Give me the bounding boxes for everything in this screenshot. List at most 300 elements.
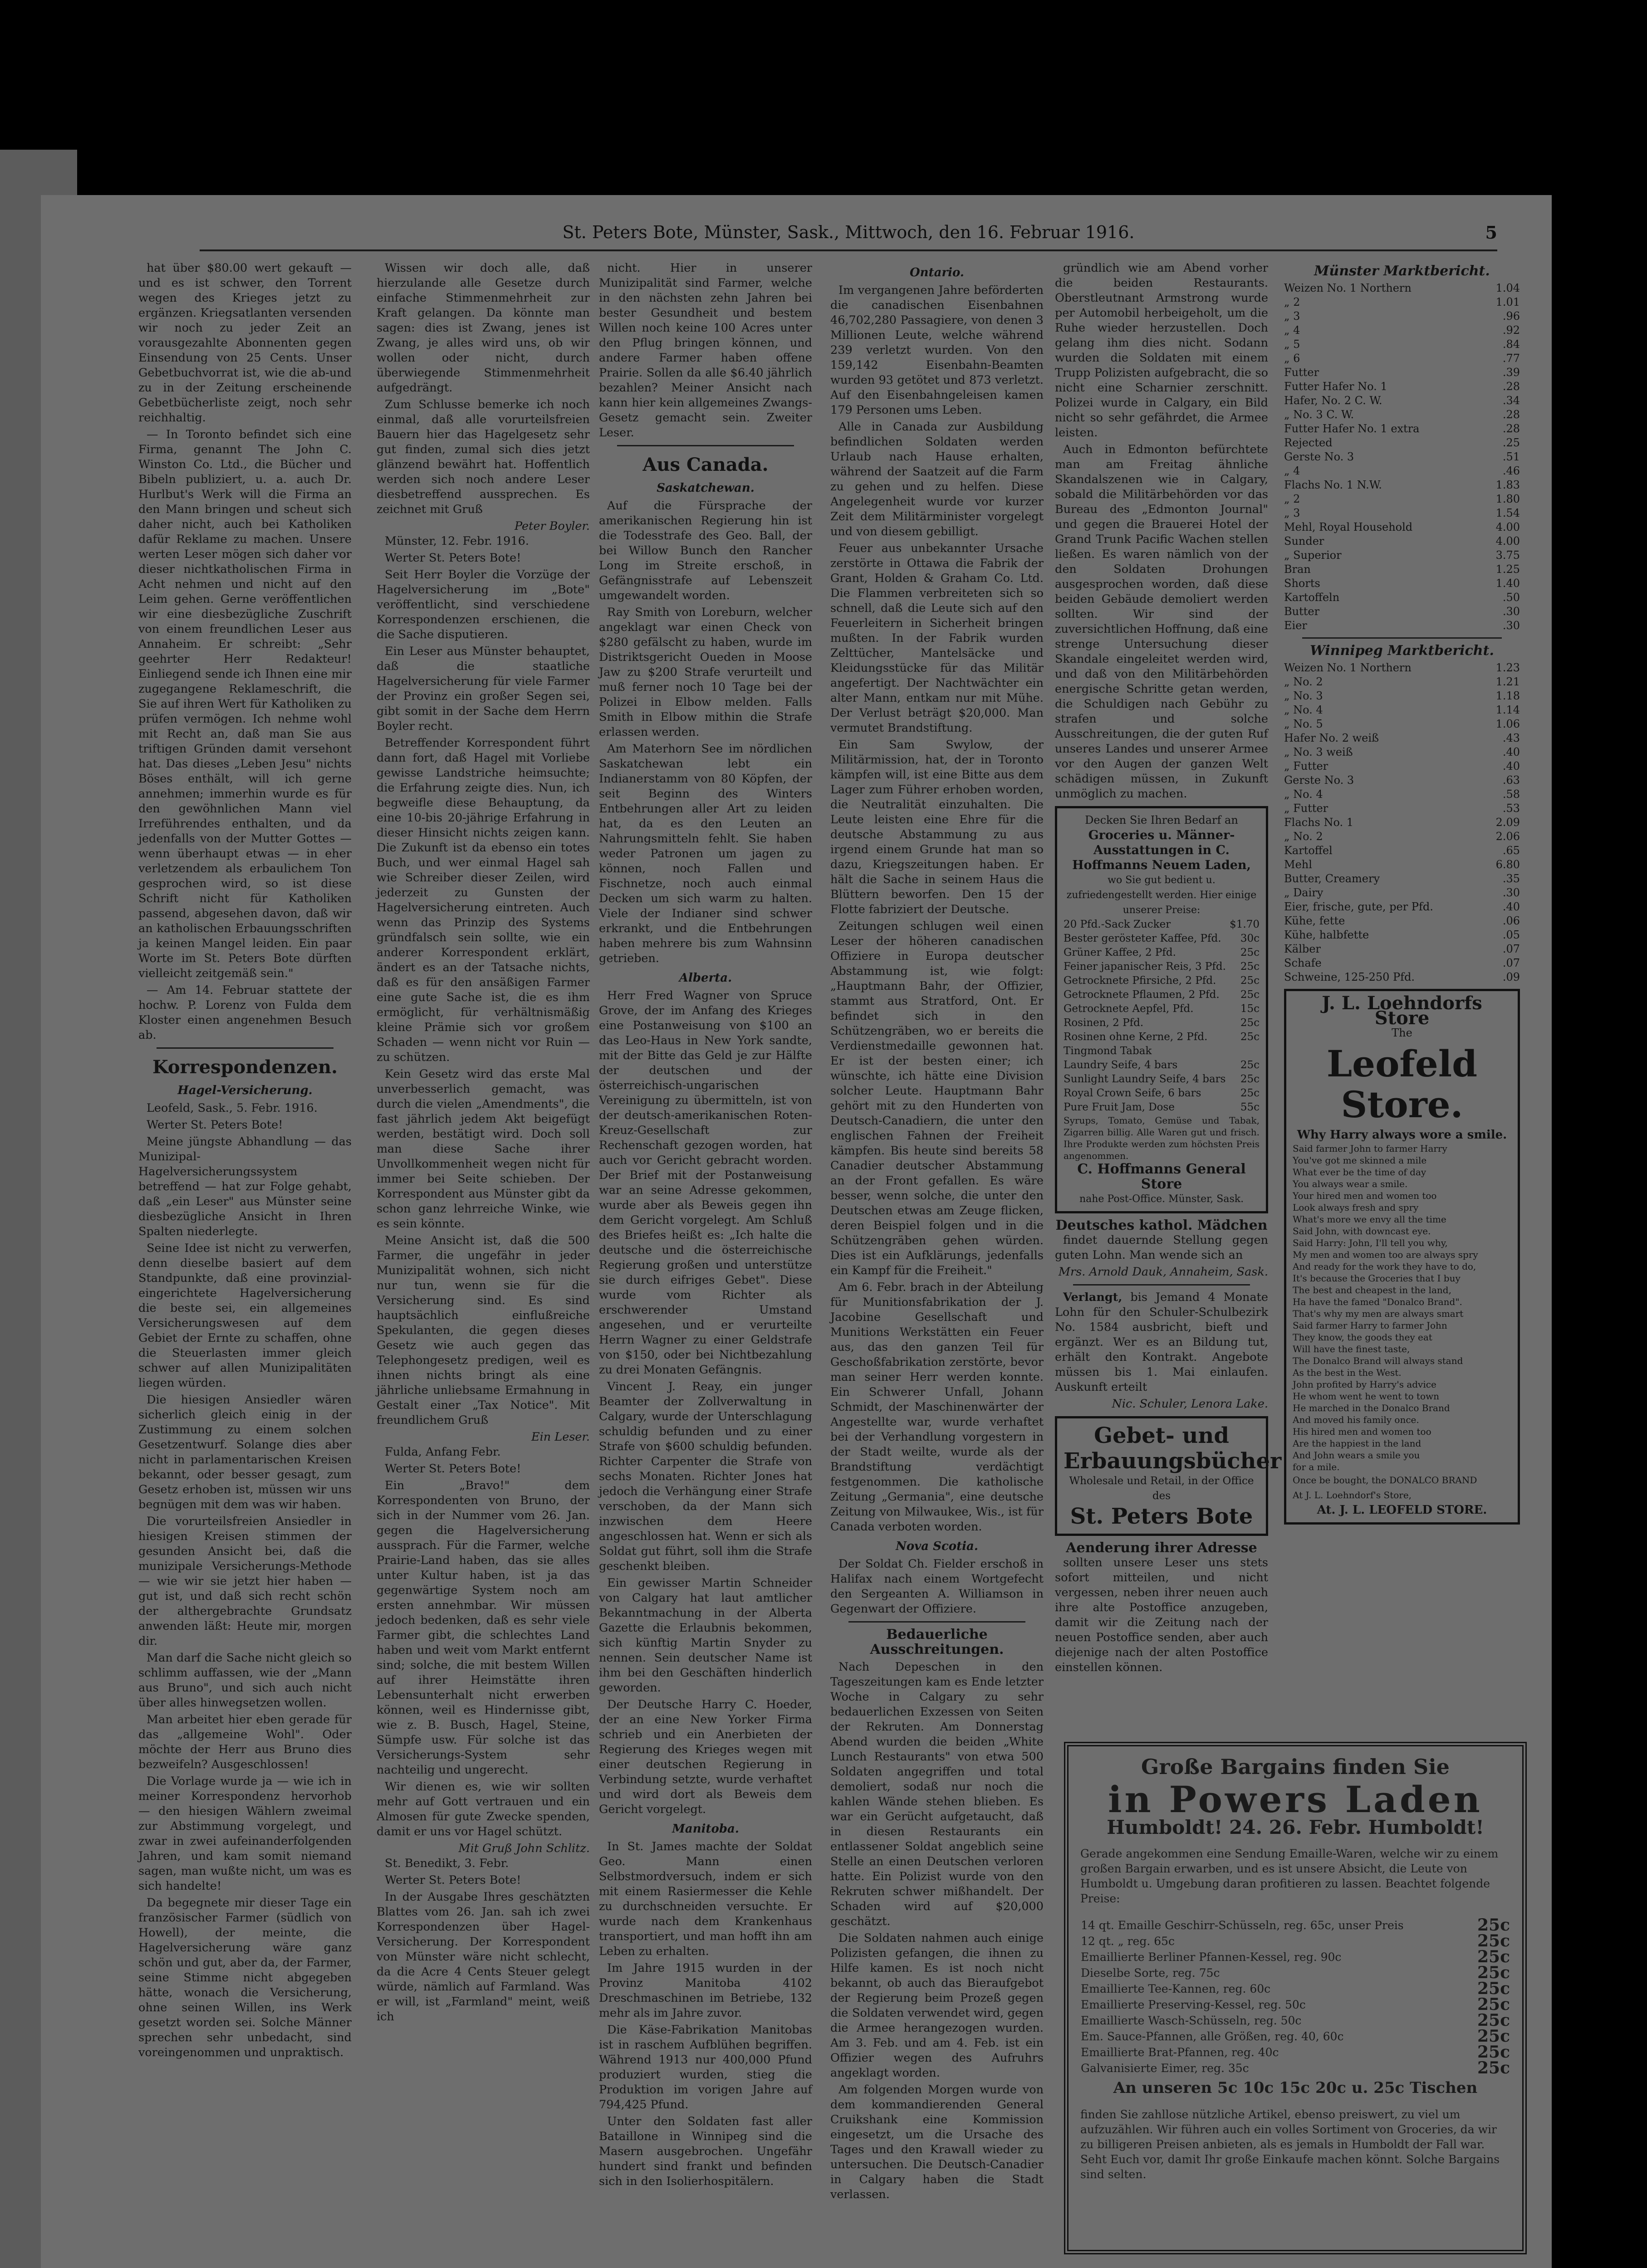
col2-letter (377, 567, 590, 1428)
paragraph: Ein „Bravo!" dem Korrespondenten von Bruno, der sich in der Nummer vom 26. Jan. gegen die Hagelversicherung aussprach. Für die Farmer, welche Prairie-Land haben, das sie alles unter Kultur haben, ist ja das gegenwärtige System noch am ersten annehmbar. Wir müssen jedoch bedenken, daß es sehr viele Farmer gibt, die schlechtes Land haben und weit vom Markt entfernt sind; solche, die mit bestem Willen auf ihrer Heimstätte ihren Lebensunterhalt nicht erwerben können, weil es Hindernisse gibt, wie z. B. Busch, Hagel, Steine, Sümpfe usw. Für solche ist das Versicherungs-System sehr nachteilig und ungerecht. (377, 1479, 590, 1777)
row-label: „ 3 (1284, 310, 1300, 323)
row-label: Weizen No. 1 Northern (1284, 282, 1412, 294)
address-change-notice (1055, 1540, 1268, 1675)
table-row (1284, 802, 1520, 816)
paragraph: Nach Depeschen in den Tageszeitungen kam es Ende letzter Woche in Calgary zu sehr bedauerlichen Exzessen von Seiten der Rekruten. Am Donnerstag Abend wurden die beiden „White Lunch Restaurants" von etwa 500 Soldaten angegriffen und total demoliert, sodaß nur noch die kahlen Wände stehen blieben. Es war ein Gerücht aufgetaucht, daß in diesen Restaurants ein entlassener Soldat angeblich seine Stelle an einen Deutschen verloren hatte. Ein Polizist wurde von den Rekruten schwer mißhandelt. Der Schaden wird auf $20,000 geschätzt. (830, 1660, 1044, 1928)
row-label: Emaillierte Wasch-Schüsseln, reg. 50c (1081, 2014, 1302, 2027)
table-row (1284, 534, 1520, 548)
poem-line: My men and women too are always spry (1293, 1249, 1478, 1260)
row-price: .43 (1502, 732, 1520, 744)
row-price: 1.54 (1495, 507, 1520, 519)
row-price: 25c (1240, 1031, 1260, 1043)
row-label: Hafer No. 2 weiß (1284, 732, 1379, 744)
paragraph: Der Deutsche Harry C. Hoeder, der an eine New Yorker Firma schrieb und ein Anerbieten der Regierung des Krieges wegen mit einer deutschen Regierung in Verbindung setzte, wurde verhaftet und wird dort als Beweis dem Gericht vorgelegt. (599, 1698, 812, 1816)
poem-line: Ha have the famed "Donalco Brand". (1293, 1296, 1462, 1307)
section-title-aus-canada: Aus Canada. (642, 454, 769, 475)
paragraph: In St. James machte der Soldat Geo. Mann einen Selbstmordversuch, indem er sich mit einem Rasiermesser die Kehle zu durchschneiden versuchte. Er wurde nach dem Krankenhaus transportiert, und man hofft ihn am Leben zu erhalten. (599, 1840, 812, 1958)
poem-line: What ever be the time of day (1293, 1167, 1426, 1178)
row-price: .30 (1502, 886, 1520, 899)
row-label: Hafer, No. 2 C. W. (1284, 394, 1382, 407)
paragraph: Feuer aus unbekannter Ursache zerstörte in Ottawa die Fabrik der Grant, Holden & Graham Co. Ltd. Die Flammen verbreiteten sich so schnell, daß die Leute sich auf den Feuerleitern in Sicherheit bringen mußten. In der Fabrik wurden Zelttücher, Mantelsäcke und Kleidungsstücke für das Militär angefertigt. Der Nachtwächter ein alter Mann, entkam nur mit Mühe. Der Verlust beträgt $20,000. Man vermutet Brandstiftung. (830, 542, 1044, 735)
row-price: 25c (1477, 1947, 1510, 1966)
table-row (1064, 1030, 1260, 1044)
table-row (1284, 337, 1520, 352)
row-price: .50 (1502, 591, 1520, 604)
poem-line: Said farmer John to farmer Harry (1293, 1143, 1447, 1154)
row-price: 25c (1477, 2027, 1510, 2046)
paragraph: nicht. Hier in unserer Munizipalität sind Farmer, welche in den nächsten zehn Jahren bei bester Gesundheit und bestem Willen noch keine 100 Acres unter den Pflug bringen können, und andere Farmer haben offene Prairie. Sollen da alle $6.40 jährlich bezahlen? Meiner Ansicht nach kann hier kein allgemeines Zwangs-Gesetz gemacht sein. Zweiter Leser. (599, 261, 812, 440)
table-row (1284, 380, 1520, 394)
paragraph: Zum Schlusse bemerke ich noch einmal, daß alle vorurteilsfreien Bauern hier das Hagelgesetz sehr gut finden, zumal sich dies jetzt glänzend bewährt hat. Hoffentlich werden sich noch andere Leser diesbetreffend aussprechen. Es zeichnet mit Gruß (377, 398, 590, 516)
row-price: 25c (1477, 1963, 1510, 1982)
row-price: .39 (1502, 366, 1520, 379)
row-price: .07 (1502, 957, 1520, 969)
paragraph: — Am 14. Februar stattete der hochw. P. Lorenz von Fulda dem Kloster einen angenehmen Besuch ab. (138, 983, 352, 1042)
col2-letter-3 (377, 1890, 590, 2024)
poem-line: Said Harry: John, I'll tell you why, (1293, 1237, 1448, 1248)
row-label: Galvanisierte Eimer, reg. 35c (1081, 2062, 1249, 2075)
table-row (1064, 932, 1260, 946)
table-row (1080, 2028, 1510, 2044)
header-text: St. Peters Bote, Münster, Sask., Mittwoch, den 16. Februar 1916. (562, 222, 1135, 242)
row-price: 25c (1477, 2011, 1510, 2030)
row-label: Eier, frische, gute, per Pfd. (1284, 900, 1433, 913)
ad-the: The (1392, 1026, 1412, 1039)
paragraph: Im Jahre 1915 wurden in der Provinz Manitoba 4102 Dreschmaschinen im Betriebe, 132 mehr als im Jahre zuvor. (599, 1961, 812, 2020)
paragraph: Da begegnete mir dieser Tage ein französischer Farmer (südlich von Howell), der meinte, die Hagelversicherung wäre ganz schön und gut, aber da, der Farmer, seine Stimme nicht abgegeben hätte, wonach die Versicherung, ohne seinen Willen, ins Werk gesetzt worden sei. Solche Männer sprechen sehr unbedacht, sind voreingenommen und unpraktisch. (138, 1896, 352, 2059)
row-label: „ 4 (1284, 464, 1300, 477)
greeting: Werter St. Peters Bote! (385, 1462, 521, 1476)
paragraph: Die Vorlage wurde ja — wie ich in meiner Korrespondenz hervorhob — den hiesigen Wählern zweimal zur Abstimmung vorgelegt, und zwar in zwei aufeinanderfolgenden Jahren, und kam somit niemand sagen, man wußte nicht, um was es sich handelte! (138, 1774, 352, 1893)
paragraph: Seine Idee ist nicht zu verwerfen, denn dieselbe basiert auf dem Standpunkte, daß eine provinzial-eingerichtete Hagelversicherung die beste sei, ein allgemeines Versicherungswesen auf dem Gebiet der Ernte zu schaffen, ohne die Steuerlasten immer gleich schwer auf allen Munizipalitäten liegen würden. (138, 1242, 352, 1390)
table-row (1284, 844, 1520, 858)
ad-intro: Gerade angekommen eine Sendung Emaille-Waren, welche wir zu einem großen Bargain erwarben, und es ist unsere Absicht, die Leute von Humboldt u. Umgebung daran profitieren zu lassen. Beachtet folgende Preise: (1080, 1847, 1499, 1905)
row-label: Bester gerösteter Kaffee, Pfd. (1064, 933, 1221, 944)
row-price: 1.06 (1495, 718, 1520, 730)
row-price: .77 (1502, 352, 1520, 365)
row-price: 4.00 (1495, 535, 1520, 547)
table-row (1284, 661, 1520, 675)
table-row (1064, 974, 1260, 988)
table-row (1284, 548, 1520, 562)
table-row (1284, 942, 1520, 956)
poem-line: What's more we envy all the time (1293, 1214, 1446, 1225)
table-row (1284, 520, 1520, 534)
powers-store-ad (1064, 1742, 1527, 2254)
poem-line: for a mile. (1293, 1461, 1340, 1472)
table-row (1284, 450, 1520, 464)
row-price: .05 (1502, 929, 1520, 941)
paragraph: Wir dienen es, wie wir sollten mehr auf Gott vertrauen und ein Almosen für gute Zwecke spenden, damit er uns vor Hagel schützt. (377, 1780, 590, 1838)
row-price: .30 (1502, 619, 1520, 632)
table-row (1064, 960, 1260, 974)
row-price: .84 (1502, 338, 1520, 351)
table-row (1284, 478, 1520, 492)
row-label: Flachs No. 1 (1284, 816, 1354, 829)
row-label: 14 qt. Emaille Geschirr-Schüsseln, reg. 65c, unser Preis (1081, 1919, 1404, 1932)
table-row (1284, 366, 1520, 380)
ad-title: Deutsches kathol. Mädchen (1055, 1217, 1268, 1233)
row-price: 25c (1240, 975, 1260, 987)
ad-footer: Once be bought, the DONALCO BRAND (1293, 1475, 1477, 1486)
table-row (1284, 689, 1520, 703)
leofeld-store-ad (1284, 989, 1520, 1525)
row-price: 2.06 (1495, 830, 1520, 843)
table-row (1064, 1002, 1260, 1016)
row-label: „ No. 2 (1284, 675, 1323, 688)
table-row (1080, 1949, 1510, 1965)
column-4 (830, 261, 1044, 2204)
paragraph: Auch in Edmonton befürchtete man am Freitag ähnliche Skandalszenen wie in Calgary, sobald die Militärbehörden vor das Bureau des „Edmonton Journal" und gegen die Brauerei Hotel der Grand Trunk Pacific Wachen stellen ließen. Es waren nämlich von der den Soldaten Drohungen ausgesprochen worden, daß diese beiden Gebäude demoliert werden sollten. Wir sind der zuversichtlichen Hoffnung, daß eine strenge Untersuchung dieser Skandale eingeleitet werden wird, und daß von den Militärbehörden energische Schritte getan werden, die Schuldigen nach Gebühr zu strafen und solche Ausschreitungen, die der guten Ruf unseres Landes und unserer Armee vor den Augen der ganzen Welt schädigen müssen, in Zukunft unmöglich zu machen. (1055, 443, 1268, 801)
row-price: .40 (1502, 746, 1520, 758)
poem-line: Your hired men and women too (1293, 1190, 1437, 1201)
divider (157, 1047, 333, 1049)
row-price: .46 (1502, 464, 1520, 477)
table-row (1080, 1917, 1510, 1933)
poem-line: John profited by Harry's advice (1293, 1379, 1436, 1390)
ad-headline: Große Bargains finden Sie (1141, 1755, 1450, 1779)
ad-text: findet dauernde Stellung gegen guten Lohn. Man wende sich an (1055, 1233, 1268, 1262)
row-price: .65 (1502, 844, 1520, 857)
row-label: Flachs No. 1 N.W. (1284, 479, 1382, 491)
poem-line: And moved his family once. (1293, 1414, 1419, 1425)
row-label: „ 4 (1284, 324, 1300, 337)
table-row (1284, 731, 1520, 745)
subsection-title: Hagel-Versicherung. (177, 1084, 313, 1097)
poem-line: The best and cheapest in the land, (1293, 1285, 1451, 1295)
ad-footer-2: At J. L. Loehndorf's Store, (1293, 1490, 1412, 1501)
row-label: Emaillierte Preserving-Kessel, reg. 50c (1081, 1998, 1306, 2011)
paragraph: Die hiesigen Ansiedler wären sicherlich gleich einig in der Zustimmung zu einem solchen Gesetzentwurf. Solange dies aber nicht in parlamentarischen Kreisen bekannt, oder besser gesagt, zum Gesetz erhoben ist, müssen wir uns begnügen mit dem was wir haben. (138, 1393, 352, 1511)
row-label: „ 5 (1284, 338, 1300, 351)
store-address: nahe Post-Office. Münster, Sask. (1079, 1193, 1244, 1205)
row-label: „ No. 3 C. W. (1284, 408, 1354, 421)
poem-line: Said farmer Harry to farmer John (1293, 1320, 1447, 1331)
sale-dates: Humboldt! 24. 26. Febr. Humboldt! (1107, 1816, 1484, 1838)
row-label: Shorts (1284, 577, 1320, 590)
ad-sub: wo Sie gut bedient u. zufriedengestellt werden. Hier einige unserer Preise: (1066, 875, 1257, 916)
table-row (1284, 408, 1520, 422)
paragraph: Man darf die Sache nicht gleich so schlimm auffassen, wie der „Mann aus Bruno", und sich auch nicht über alles hinwegsetzen wollen. (138, 1651, 352, 1710)
poem-line: You always wear a smile. (1293, 1178, 1408, 1189)
row-label: Schafe (1284, 957, 1322, 969)
row-label: Getrocknete Aepfel, Pfd. (1064, 1003, 1194, 1015)
poem-line: Look always fresh and spry (1293, 1202, 1419, 1213)
ad-contact: Mrs. Arnold Dauk, Annaheim, Sask. (1058, 1265, 1268, 1279)
table-row (1080, 1965, 1510, 1981)
row-price: .63 (1502, 774, 1520, 787)
row-label: Kartoffeln (1284, 591, 1340, 604)
table-row (1284, 787, 1520, 802)
ad-title: Gebet- und Erbauungsbücher (1064, 1423, 1282, 1474)
paragraph: gründlich wie am Abend vorher die beiden Restaurants. Oberstleutnant Armstrong wurde per Automobil herbeigeholt, um die Ruhe wieder herzustellen. Doch gelang ihm dies nicht. Sodann wurden die Soldaten mit einem Trupp Polizisten aufgebracht, die so nicht eine Scharnier zerschnitt. Polizei wurde in Calgary, ein Bild nicht so sehr gefährdet, die Armee leisten. (1055, 261, 1268, 440)
table-row (1284, 914, 1520, 928)
poem-line: Will have the finest taste, (1293, 1344, 1410, 1354)
section-title-ausschreitungen: Bedauerliche Ausschreitungen. (870, 1627, 1004, 1657)
col1-letter (138, 1134, 352, 2060)
divider (848, 1621, 1025, 1623)
row-price: 6.80 (1495, 858, 1520, 871)
row-price: $1.70 (1230, 919, 1260, 930)
table-row (1284, 562, 1520, 577)
row-label: Getrocknete Pfirsiche, 2 Pfd. (1064, 975, 1216, 987)
paragraph: Man arbeitet hier eben gerade für das „allgemeine Wohl". Oder möchte der Herr aus Bruno dies bezweifeln? Ausgeschlossen! (138, 1713, 352, 1771)
poem-line: The Donalco Brand will always stand (1293, 1355, 1463, 1366)
row-price: 15c (1240, 1003, 1260, 1015)
column-1 (138, 261, 352, 2062)
sale-items-table (1080, 1917, 1510, 2076)
row-label: Schweine, 125-250 Pfd. (1284, 971, 1415, 983)
store-name: in Powers Laden (1108, 1778, 1483, 1821)
table-row (1284, 759, 1520, 773)
row-price: .06 (1502, 914, 1520, 927)
paragraph: Unter den Soldaten fast aller Bataillone in Winnipeg sind die Masern ausgebrochen. Ungefähr hundert sind frankt und befinden sich in den Isolierhospitälern. (599, 2115, 812, 2188)
row-label: Grüner Kaffee, 2 Pfd. (1064, 947, 1176, 958)
row-label: Rejected (1284, 436, 1333, 449)
paragraph: Meine jüngste Abhandlung — das Munizipal-Hagelversicherungssystem betreffend — hat zur Folge gehabt, daß „ein Leser" aus Münster seine diesbezügliche Ansicht in Ihren Spalten niederlegte. (138, 1135, 352, 1238)
row-price: .40 (1502, 760, 1520, 772)
row-label: Butter, Creamery (1284, 872, 1380, 885)
row-price: 1.25 (1495, 563, 1520, 576)
row-label: Sunder (1284, 535, 1324, 547)
column-3 (599, 261, 812, 2191)
hoffmann-grocery-ad (1055, 806, 1268, 1213)
row-label: Getrocknete Pflaumen, 2 Pfd. (1064, 989, 1220, 1001)
row-label: „ No. 3 weiß (1284, 746, 1353, 758)
table-row (1080, 2044, 1510, 2060)
poem-line: And ready for the work they have to do, (1293, 1261, 1476, 1272)
row-label: Mehl (1284, 858, 1312, 871)
table-row (1080, 1981, 1510, 1997)
table-row (1284, 591, 1520, 605)
paragraph: Am Materhorn See im nördlichen Saskatchewan lebt ein Indianerstamm von 80 Köpfen, der seit Beginn des Winters Entbehrungen aller Art zu leiden hat, da es den Leuten an Nahrungsmitteln fehlt. Sie haben weder Patronen um jagen zu können, noch Fallen und Fischnetze, noch auch einmal Decken um sich warm zu halten. Viele der Indianer sind schwer erkrankt, und die Entbehrungen haben mehrere bis zum Wahnsinn getrieben. (599, 742, 812, 965)
paragraph: Die Soldaten nahmen auch einige Polizisten gefangen, die ihnen zu Hilfe kamen. Es ist noch nicht bekannt, ob auch das Bieraufgebot der Regierung beim Prozeß gegen die Soldaten verwendet wird, gegen die Armee herangezogen wurden. Am 3. Feb. und am 4. Feb. ist ein Offizier wegen des Aufruhrs angeklagt worden. (830, 1931, 1044, 2080)
paragraph: Ein gewisser Martin Schneider von Calgary hat laut amtlicher Bekanntmachung in der Alberta Gazette die Erlaubnis bekommen, sich künftig Martin Snyder zu nennen. Sein deutscher Name ist ihm bei den Geschäften hinderlich geworden. (599, 1576, 812, 1695)
ad-outro: finden Sie zahllose nützliche Artikel, ebenso preiswert, zu viel um aufzuzählen. Wir führen auch ein volles Sortiment von Groceries, da wir zu billigeren Preisen anbieten, als es jemals in Humboldt der Fall war. Seht Euch vor, damit Ihr große Einkaufe machen könnt. Solche Bargains sind selten. (1080, 2108, 1500, 2181)
table-row (1284, 872, 1520, 886)
row-label: „ No. 4 (1284, 704, 1323, 716)
row-label: Butter (1284, 605, 1320, 618)
poem-line: That's why my men are always smart (1293, 1308, 1464, 1319)
table-row (1284, 436, 1520, 450)
table-row (1080, 1997, 1510, 2013)
table-row (1284, 352, 1520, 366)
signature: Peter Boyler. (515, 519, 590, 533)
row-price: 25c (1240, 961, 1260, 973)
row-price: 25c (1240, 1059, 1260, 1071)
dateline: Fulda, Anfang Febr. (385, 1445, 501, 1459)
row-price: .40 (1502, 900, 1520, 913)
table-row (1284, 492, 1520, 506)
row-label: „ No. 2 (1284, 830, 1323, 843)
row-label: Tingmond Tabak (1064, 1045, 1152, 1057)
row-label: „ 6 (1284, 352, 1300, 365)
column-6 (1284, 261, 1520, 1529)
paragraph: Seit Herr Boyler die Vorzüge der Hagelversicherung im „Bote" veröffentlicht, sind verschiedene Korrespondenzen erschienen, die die Sache disputieren. (377, 568, 590, 641)
row-label: „ Futter (1284, 760, 1328, 772)
row-price: .30 (1502, 605, 1520, 618)
poem-line: They know, the goods they eat (1293, 1332, 1432, 1343)
row-label: „ 3 (1284, 507, 1300, 519)
table-row (1284, 717, 1520, 731)
table-row (1284, 464, 1520, 478)
row-price: .92 (1502, 324, 1520, 337)
paragraph: Herr Fred Wagner von Spruce Grove, der im Anfang des Krieges eine Postanweisung von $100 an das Leo-Haus in New York sandte, mit der Bitte das Geld je zur Hälfte der deutschen und der österreichisch-ungarischen Vereinigung zu übermitteln, ist von der deutsch-amerikanischen Roten-Kreuz-Gesellschaft zur Rechenschaft gezogen worden, hat auch vor Gericht gebracht worden. Der Brief mit der Postanweisung war an seine Adresse gekommen, wurde aber als Beweis gegen ihn dem Gericht vorgelegt. Am Schluß des Briefes heißt es: „Ich halte die deutsche und die österreichische Regierung großen und unterstütze sie durch eifriges Gebet". Diese wurde vom Richter als erschwerender Umstand angesehen, und er verurteilte Herrn Wagner zu einer Geldstrafe von $150, oder bei Nichtbezahlung zu drei Monaten Gefängnis. (599, 989, 812, 1377)
greeting: Werter St. Peters Bote! (385, 551, 521, 565)
paragraph: Zeitungen schlugen weil einen Leser der höheren canadischen Offiziere in Europa deutscher Abstammung ist, wie folgt: „Hauptmann Bahr, der Offizier, stammt aus Stratford, Ont. Er befindet sich in den Schützengräben, wo er bereits die Verdienstmedaille gewonnen hat. Er ist der besten einer; ich wünschte, ich hätte eine Division solcher Leute. Hauptmann Bahr gehört mit zu den Hunderten von Deutsch-Canadiern, die unter den englischen Fahnen der Freiheit kämpfen. Bis heute sind bereits 58 Canadier deutscher Abstammung an der Front gefallen. Es wäre besser, wenn solche, die unter den Deutschen etwas am Zeuge flicken, deren Beispiel folgen und in die Schützengräben gehen würden. Dies ist ein Aufklärungs, jedenfalls ein Kampf für die Freiheit." (830, 919, 1044, 1277)
notice-text: sollten unsere Leser uns stets sofort mitteilen, und nicht vergessen, neben ihrer neuen auch ihre alte Postoffice anzugeben, damit wir die Zeitung nach der neuen Postoffice senden, aber auch diejenige nach der alten Postoffice einstellen können. (1055, 1556, 1268, 1674)
row-price: 1.80 (1495, 493, 1520, 505)
col2-letter-2 (377, 1478, 590, 1839)
row-price: 25c (1477, 1931, 1510, 1950)
table-row (1284, 886, 1520, 900)
row-price: .07 (1502, 943, 1520, 955)
table-row (1284, 605, 1520, 619)
row-label: Rosinen, 2 Pfd. (1064, 1017, 1144, 1029)
row-label: Gerste No. 3 (1284, 774, 1354, 787)
section-title-korrespondenzen: Korrespondenzen. (152, 1056, 338, 1078)
poem-line: His hired men and women too (1293, 1426, 1431, 1437)
row-label: Kartoffel (1284, 844, 1333, 857)
page-header (200, 222, 1497, 251)
table-row (1064, 988, 1260, 1002)
muenster-market-title: Münster Marktbericht. (1314, 263, 1490, 279)
paragraph: Alle in Canada zur Ausbildung befindlichen Soldaten werden Urlaub nach Hause erhalten, während der Saatzeit auf die Farm zu gehen und zu helfen. Diese Angelegenheit wurde vor kurzer Zeit dem Militärminister vorgelegt und von diesem gebilligt. (830, 420, 1044, 538)
row-price: .28 (1502, 422, 1520, 435)
row-label: 20 Pfd.-Sack Zucker (1064, 919, 1171, 930)
paragraph: Wissen wir doch alle, daß hierzulande alle Gesetze durch einfache Stimmenmehrheit zur Kraft gelangen. Da könnte man sagen: dies ist Zwang, jenes ist Zwang, je alles wird uns, ob wir wollen oder nicht, durch überwiegende Stimmenmehrheit aufgedrängt. (377, 261, 590, 395)
row-price: .51 (1502, 450, 1520, 463)
row-label: 12 qt. „ reg. 65c (1081, 1935, 1175, 1948)
table-row (1284, 900, 1520, 914)
subsection-manitoba: Manitoba. (672, 1822, 739, 1836)
table-row (1064, 1044, 1260, 1058)
row-price: .35 (1502, 872, 1520, 885)
row-price: 4.00 (1495, 521, 1520, 533)
poem-line: Are the happiest in the land (1293, 1438, 1422, 1449)
row-price: 1.23 (1495, 661, 1520, 674)
row-label: Dieselbe Sorte, reg. 75c (1081, 1966, 1220, 1980)
table-row (1064, 1086, 1260, 1100)
table-row (1064, 1100, 1260, 1114)
row-label: Bran (1284, 563, 1311, 576)
column-2 (377, 261, 590, 2026)
table-row (1080, 2060, 1510, 2076)
subsection-saskatchewan: Saskatchewan. (657, 481, 755, 495)
table-row (1284, 422, 1520, 436)
divider (1073, 1284, 1250, 1286)
paragraph: Auf die Fürsprache der amerikanischen Regierung hin ist die Todesstrafe des Geo. Ball, der bei Willow Bunch den Rancher Long im Streite erschoß, in Gefängnisstrafe auf Lebenszeit umgewandelt worden. (599, 499, 812, 602)
row-price: 2.09 (1495, 816, 1520, 829)
page-number: 5 (1485, 222, 1497, 243)
ad-sub: Wholesale und Retail, in der Office des (1069, 1475, 1254, 1502)
paragraph: Ray Smith von Loreburn, welcher angeklagt war einen Check von $280 gefälscht zu haben, wurde im Distriktsgericht Oueden in Moose Jaw zu $200 Strafe verurteilt und muß ferner noch 10 Tage bei der Polizei in Elbow melden. Falls Smith in Elbow mithin die Strafe erlassen werden. (599, 606, 812, 739)
ad-lead: Verlangt, (1063, 1290, 1123, 1304)
row-label: Eier (1284, 619, 1307, 632)
ad-title: J. L. Loehndorfs Store (1322, 992, 1482, 1029)
paragraph: Am folgenden Morgen wurde von dem kommandierenden General Cruikshank eine Kommission eingesetzt, um die Ursache des Tages und den Krawall wieder zu untersuchen. Die Deutsch-Canadier in Calgary haben die Stadt verlassen. (830, 2083, 1044, 2201)
row-price: 25c (1477, 2043, 1510, 2062)
table-row (1284, 816, 1520, 830)
paragraph: Am 6. Febr. brach in der Abteilung für Munitionsfabrikation der J. Jacobine Gesellschaft und Munitions Werkstätten ein Feuer aus, das den ganzen Teil für Geschoßfabrikation zerstörte, bevor man seiner Herr werden konnte. Ein Schwerer Unfall, Johann Schmidt, der Maschinenwärter der Angestellte war, wurde verhaftet bei der Verhandlung vorgestern in der Stadt weilte, wurde als der Brandstiftung verdächtigt festgenommen. Die katholische Zeitung „Germania", eine deutsche Zeitung von Milwaukee, Wis., ist für Canada verboten worden. (830, 1281, 1044, 1534)
row-price: 1.14 (1495, 704, 1520, 716)
paragraph: Meine Ansicht ist, daß die 500 Farmer, die ungefähr in jeder Munizipalität wohnen, sich nicht nur tun, wenn sie für die Versicherung sind. Es sind hauptsächlich einflußreiche Spekulanten, die gegen dieses Gesetz wie auch gegen das Telephongesetz predigen, weil es ihnen nichts bringt als eine jährliche unliebsame Ermahnung in Gestalt einer „Tax Notice". Mit freundlichem Gruß (377, 1234, 590, 1427)
row-price: 25c (1240, 1087, 1260, 1099)
poem-line: You've got me skinned a mile (1293, 1155, 1427, 1166)
table-row (1284, 619, 1520, 633)
row-price: 3.75 (1495, 549, 1520, 562)
row-label: Mehl, Royal Household (1284, 521, 1413, 533)
subsection-alberta: Alberta. (679, 971, 732, 985)
paragraph: hat über $80.00 wert gekauft — und es ist schwer, den Torrent wegen des Krieges jetzt zu ergänzen. Kriegsatlanten versenden wir noch zu jeder Zeit an vorausgezahlte Abonnenten gegen Einsendung von 25 Cents. Unser Gebetbuchvorrat ist, wie die ab-und zu in der Zeitung erscheinende Gebetbücherliste zeigt, noch sehr reichhaltig. (138, 261, 352, 425)
paragraph: Die Käse-Fabrikation Manitobas ist in raschem Aufblühen begriffen. Während 1913 nur 400,000 Pfund produziert wurden, stieg die Produktion im vorigen Jahre auf 794,425 Pfund. (599, 2023, 812, 2112)
leofeld-store-name: Leofeld Store. (1326, 1042, 1478, 1126)
divider (617, 445, 794, 446)
winnipeg-market-title: Winnipeg Marktbericht. (1310, 643, 1494, 659)
signature: Ein Leser. (531, 1430, 590, 1444)
row-label: Feiner japanischer Reis, 3 Pfd. (1064, 961, 1226, 973)
row-price: .53 (1502, 802, 1520, 815)
ad-contact: Nic. Schuler, Lenora Lake. (1112, 1397, 1268, 1411)
row-price: 1.04 (1495, 282, 1520, 294)
table-row (1064, 1058, 1260, 1072)
paragraph: Ein Sam Swylow, der Militärmission, hat, der in Toronto kämpfen will, ist eine Bitte aus dem Lager zum Führer erhoben worden, die Neutralität einzuhalten. Die Leute leisten eine Ehre für die deutsche Abstammung zu aus irgend einem Grunde hat man so dazu, Kriegszeitungen haben. Er hält die Sache in seinem Haus die Blüttern beworfen. Den 15 der Flotte fabriziert der Deutsche. (830, 738, 1044, 916)
prayer-books-ad (1055, 1416, 1282, 1536)
row-label: Kälber (1284, 943, 1321, 955)
col2-paragraphs (377, 261, 590, 517)
row-price: 25c (1477, 1995, 1510, 2014)
row-label: Weizen No. 1 Northern (1284, 661, 1412, 674)
row-price: 1.83 (1495, 479, 1520, 491)
row-price: 30c (1240, 933, 1260, 944)
col3-paragraphs (599, 261, 812, 440)
ad-sub: Why Harry always wore a smile. (1297, 1128, 1507, 1142)
price-list (1064, 918, 1260, 1114)
teacher-wanted-ad (1055, 1290, 1268, 1412)
ausschreitungen-text (830, 1660, 1044, 2202)
table-row (1284, 858, 1520, 872)
row-label: Em. Sauce-Pfannen, alle Größen, reg. 40, 60c (1081, 2030, 1344, 2043)
store-name: C. Hoffmanns General Store (1077, 1161, 1246, 1192)
row-price: .25 (1502, 436, 1520, 449)
row-price: 25c (1240, 947, 1260, 958)
table-row (1284, 745, 1520, 759)
table-row (1284, 703, 1520, 717)
paragraph: Vincent J. Reay, ein junger Beamter der Zollverwaltung in Calgary, wurde der Unterschlagung schuldig befunden und zu einer Strafe von $600 schuldig befunden. Richter Carpenter die Strafe von sechs Monaten. Richter Jones hat jedoch die Verhängung einer Strafe verschoben, da der Mann sich inzwischen dem Heere angeschlossen hat. Wenn er sich als Soldat gut führt, soll ihm die Strafe geschenkt bleiben. (599, 1380, 812, 1573)
poem-line: It's because the Groceries that I buy (1293, 1273, 1461, 1284)
row-label: Futter Hafer No. 1 (1284, 380, 1387, 393)
table-row (1064, 1072, 1260, 1086)
poem-line: As the best in the West. (1293, 1367, 1402, 1378)
row-label: Emaillierte Brat-Pfannen, reg. 40c (1081, 2046, 1279, 2059)
ontario-news (830, 283, 1044, 1535)
table-row (1080, 1933, 1510, 1949)
publisher-name: St. Peters Bote (1070, 1504, 1253, 1529)
row-label: Futter Hafer No. 1 extra (1284, 422, 1420, 435)
row-price: 25c (1477, 2058, 1510, 2077)
table-row (1284, 956, 1520, 970)
row-price: 25c (1477, 1979, 1510, 1998)
subsection-nova-scotia: Nova Scotia. (896, 1540, 978, 1553)
paragraph: Betreffender Korrespondent führt dann fort, daß Hagel mit Vorliebe gewisse Landstriche heimsuchte; die Erfahrung zeigte dies. Nun, ich begweifle diese Behauptung, da eine 10-bis 20-jährige Erfahrung in dieser Hinsicht nichts zeigen kann. Die Zukunft ist da ebenso ein totes Buch, und wer einmal Hagel sah wie Schreiber dieser Zeilen, wird jederzeit zu Gunsten der Hagelversicherung eintreten. Auch wenn das Prinzip des Systems gründfalsch sein sollte, wie ein anderer Korrespondent erklärt, ändert es an der Tatsache nichts, daß es für den ansäßigen Farmer eine gute Sache ist, die es ihm ermöglicht, für verhältnismäßig kleine Prämie sich vor großem Schaden — wenn nicht vor Ruin — zu schützen. (377, 736, 590, 1064)
table-row (1284, 830, 1520, 844)
table-row (1064, 918, 1260, 932)
row-label: Sunlight Laundry Seife, 4 bars (1064, 1073, 1226, 1085)
table-row (1284, 506, 1520, 520)
poem-line: Said John, with downcast eye. (1293, 1226, 1431, 1237)
row-price: 1.01 (1495, 296, 1520, 308)
ad-footer-3: At. J. L. LEOFELD STORE. (1317, 1503, 1487, 1517)
